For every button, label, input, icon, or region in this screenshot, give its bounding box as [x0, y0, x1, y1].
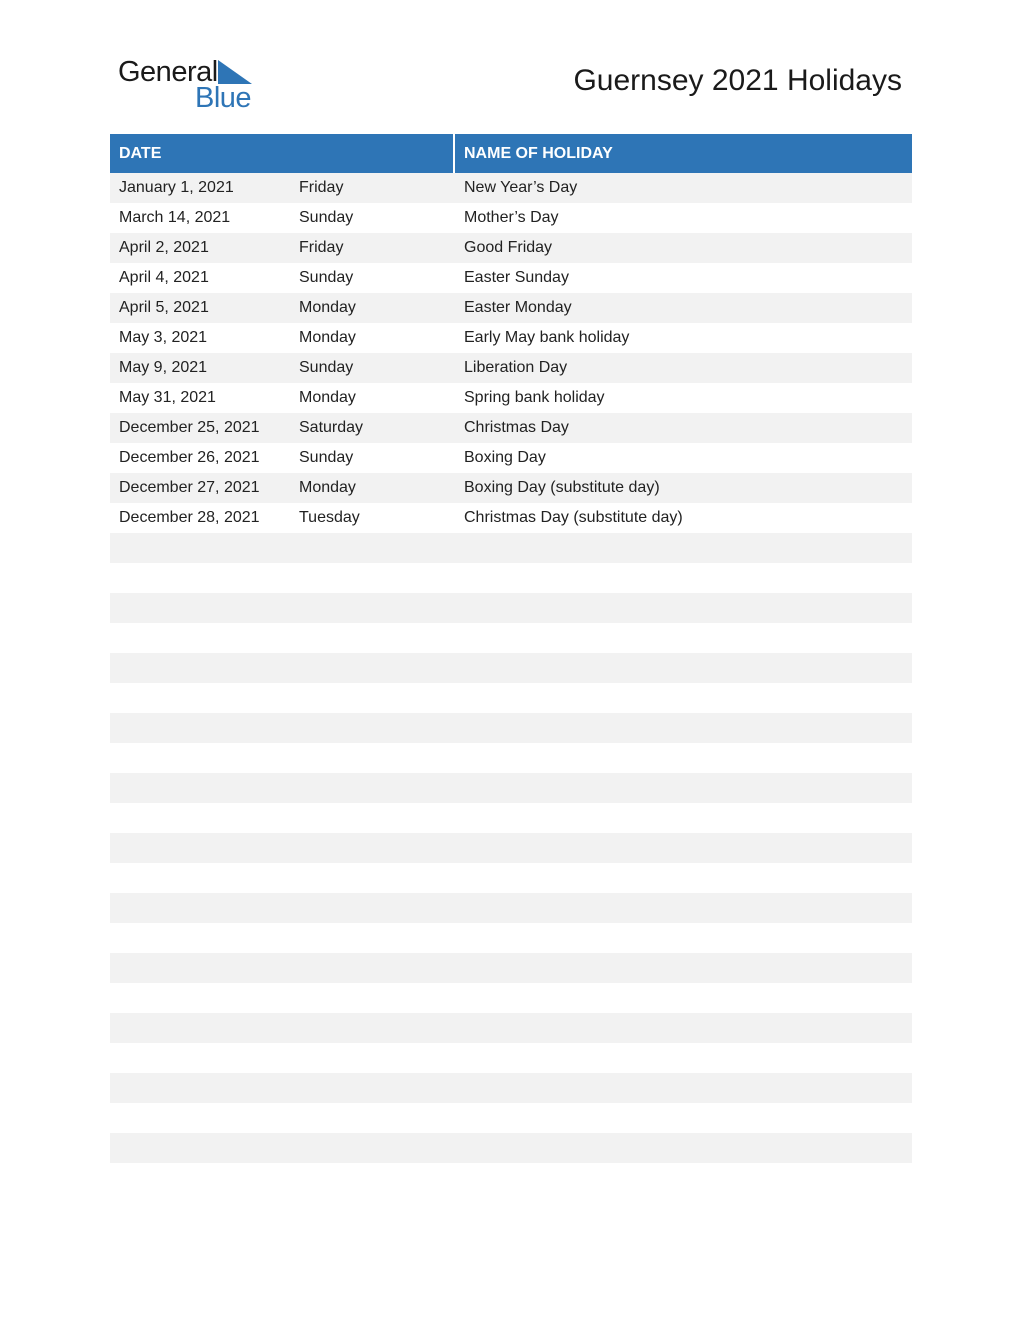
- holiday-date: May 31, 2021: [119, 389, 216, 406]
- empty-table-row: [110, 1073, 912, 1103]
- logo-text-general: General: [118, 56, 218, 88]
- holiday-weekday: Monday: [299, 479, 356, 496]
- table-row: [110, 293, 912, 323]
- holiday-weekday: Monday: [299, 329, 356, 346]
- table-row: [110, 173, 912, 203]
- holiday-date: December 28, 2021: [119, 509, 260, 526]
- empty-table-row: [110, 623, 912, 653]
- table-row: [110, 503, 912, 533]
- empty-table-row: [110, 863, 912, 893]
- empty-table-row: [110, 773, 912, 803]
- holiday-weekday: Friday: [299, 239, 344, 256]
- holiday-date: April 4, 2021: [119, 269, 209, 286]
- holiday-date: January 1, 2021: [119, 179, 234, 196]
- logo-text-blue: Blue: [195, 82, 252, 114]
- empty-table-row: [110, 893, 912, 923]
- table-row: [110, 263, 912, 293]
- table-row: [110, 383, 912, 413]
- table-body: [110, 173, 912, 1163]
- column-header-date: DATE: [119, 145, 162, 162]
- holiday-weekday: Sunday: [299, 359, 354, 376]
- table-row: [110, 353, 912, 383]
- holiday-weekday: Friday: [299, 179, 344, 196]
- table-header: [110, 134, 912, 173]
- empty-table-row: [110, 683, 912, 713]
- empty-table-row: [110, 1013, 912, 1043]
- empty-table-row: [110, 833, 912, 863]
- holiday-weekday: Monday: [299, 389, 356, 406]
- table-row: [110, 323, 912, 353]
- holiday-date: December 27, 2021: [119, 479, 260, 496]
- holiday-weekday: Tuesday: [299, 509, 360, 526]
- holiday-date: April 5, 2021: [119, 299, 209, 316]
- holiday-date: December 25, 2021: [119, 419, 260, 436]
- table-row: [110, 443, 912, 473]
- holiday-name: Boxing Day (substitute day): [464, 479, 660, 496]
- empty-table-row: [110, 1043, 912, 1073]
- empty-table-row: [110, 983, 912, 1013]
- empty-table-row: [110, 653, 912, 683]
- holiday-date: March 14, 2021: [119, 209, 231, 226]
- empty-table-row: [110, 533, 912, 563]
- holiday-name: Christmas Day (substitute day): [464, 509, 683, 526]
- empty-table-row: [110, 953, 912, 983]
- empty-table-row: [110, 713, 912, 743]
- holiday-date: May 9, 2021: [119, 359, 208, 376]
- page-title: Guernsey 2021 Holidays: [573, 64, 902, 97]
- holiday-name: Spring bank holiday: [464, 389, 605, 406]
- empty-table-row: [110, 593, 912, 623]
- table-row: [110, 413, 912, 443]
- holiday-name: Easter Monday: [464, 299, 572, 316]
- holiday-date: May 3, 2021: [119, 329, 208, 346]
- holiday-name: New Year’s Day: [464, 179, 578, 196]
- holiday-weekday: Sunday: [299, 209, 354, 226]
- holiday-date: April 2, 2021: [119, 239, 209, 256]
- holidays-table: [110, 134, 912, 1163]
- header-divider: [453, 134, 455, 173]
- holiday-weekday: Monday: [299, 299, 356, 316]
- table-row: [110, 203, 912, 233]
- holiday-weekday: Sunday: [299, 269, 354, 286]
- holiday-date: December 26, 2021: [119, 449, 260, 466]
- holiday-name: Christmas Day: [464, 419, 569, 436]
- empty-table-row: [110, 563, 912, 593]
- table-row: [110, 473, 912, 503]
- table-row: [110, 233, 912, 263]
- holiday-weekday: Sunday: [299, 449, 354, 466]
- empty-table-row: [110, 803, 912, 833]
- empty-table-row: [110, 1133, 912, 1163]
- holiday-name: Early May bank holiday: [464, 329, 630, 346]
- general-blue-logo: [118, 56, 258, 116]
- holiday-name: Mother’s Day: [464, 209, 559, 226]
- holiday-name: Good Friday: [464, 239, 553, 256]
- logo-flag-icon: [218, 60, 252, 84]
- holiday-name: Boxing Day: [464, 449, 546, 466]
- holiday-name: Liberation Day: [464, 359, 568, 376]
- empty-table-row: [110, 1103, 912, 1133]
- holiday-name: Easter Sunday: [464, 269, 569, 286]
- empty-table-row: [110, 923, 912, 953]
- holiday-weekday: Saturday: [299, 419, 364, 436]
- empty-table-row: [110, 743, 912, 773]
- column-header-holiday-name: NAME OF HOLIDAY: [464, 145, 613, 162]
